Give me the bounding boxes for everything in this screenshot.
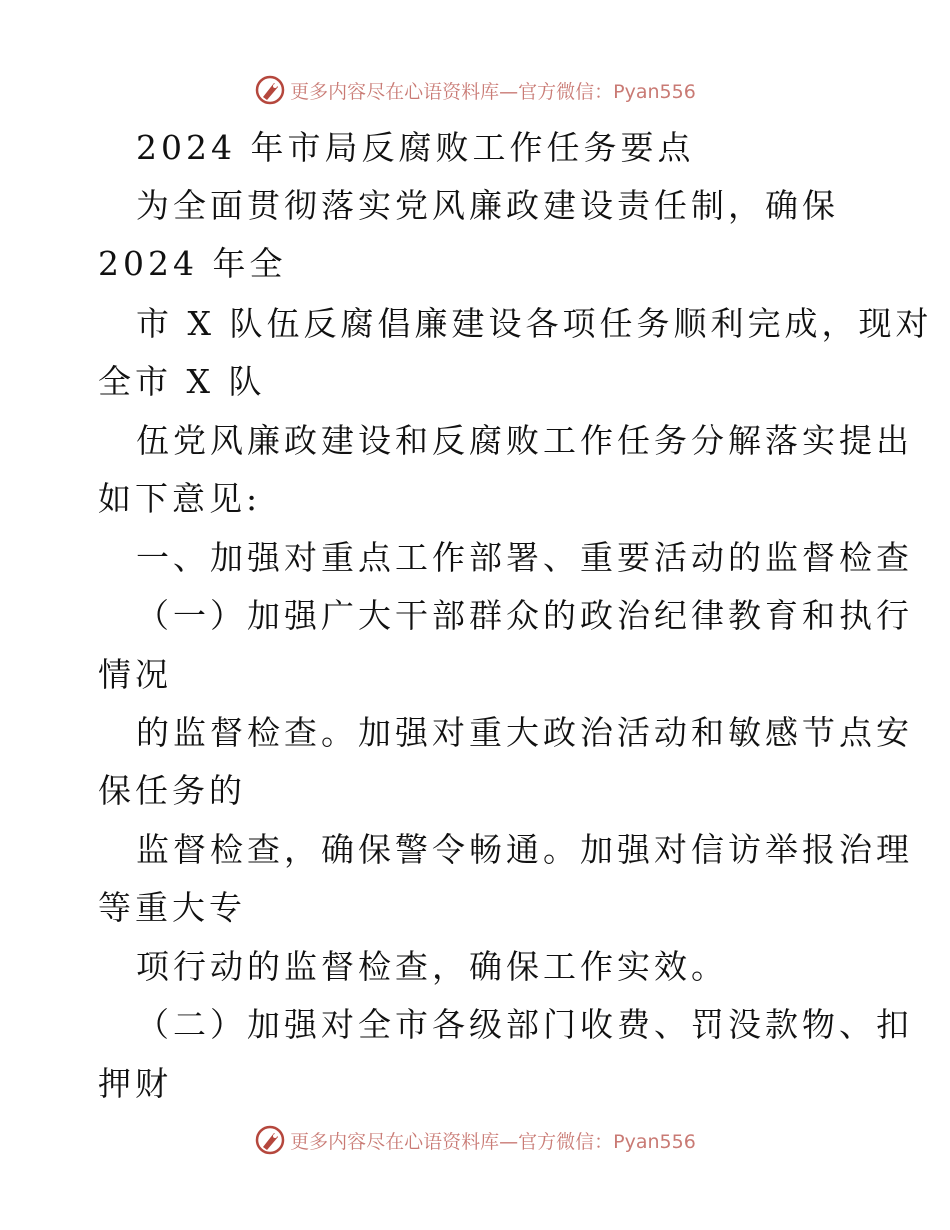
paragraph-line: 全市 X 队 [98,362,266,401]
paragraph-line: 押财 [98,1064,172,1103]
paragraph-line: 情况 [98,655,172,694]
paragraph-line: 项行动的监督检查，确保工作实效。 [136,947,728,986]
paragraph-line: 2024 年全 [98,244,287,283]
watermark-text: 更多内容尽在心语资料库—官方微信：Pyan556 [290,1130,696,1153]
paragraph-line: 伍党风廉政建设和反腐败工作任务分解落实提出 [136,421,913,460]
paragraph-line: 为全面贯彻落实党风廉政建设责任制，确保 [136,186,839,225]
paragraph-line: 如下意见: [98,479,262,518]
pen-seal-icon [254,74,286,106]
subsection-heading: （二）加强对全市各级部门收费、罚没款物、扣 [136,1005,913,1044]
watermark-text: 更多内容尽在心语资料库—官方微信：Pyan556 [290,80,696,103]
section-heading: 一、加强对重点工作部署、重要活动的监督检查 [136,538,913,577]
document-title: 2024 年市局反腐败工作任务要点 [136,128,695,167]
paragraph-line: 市 X 队伍反腐倡廉建设各项任务顺利完成，现对 [136,304,933,343]
paragraph-line: 等重大专 [98,888,246,927]
pen-seal-icon [254,1124,286,1156]
watermark-footer [0,1120,950,1160]
paragraph-line: 的监督检查。加强对重大政治活动和敏感节点安 [136,713,913,752]
subsection-heading: （一）加强广大干部群众的政治纪律教育和执行 [136,596,913,635]
paragraph-line: 监督检查，确保警令畅通。加强对信访举报治理 [136,830,913,869]
watermark-header [0,70,950,110]
paragraph-line: 保任务的 [98,771,246,810]
